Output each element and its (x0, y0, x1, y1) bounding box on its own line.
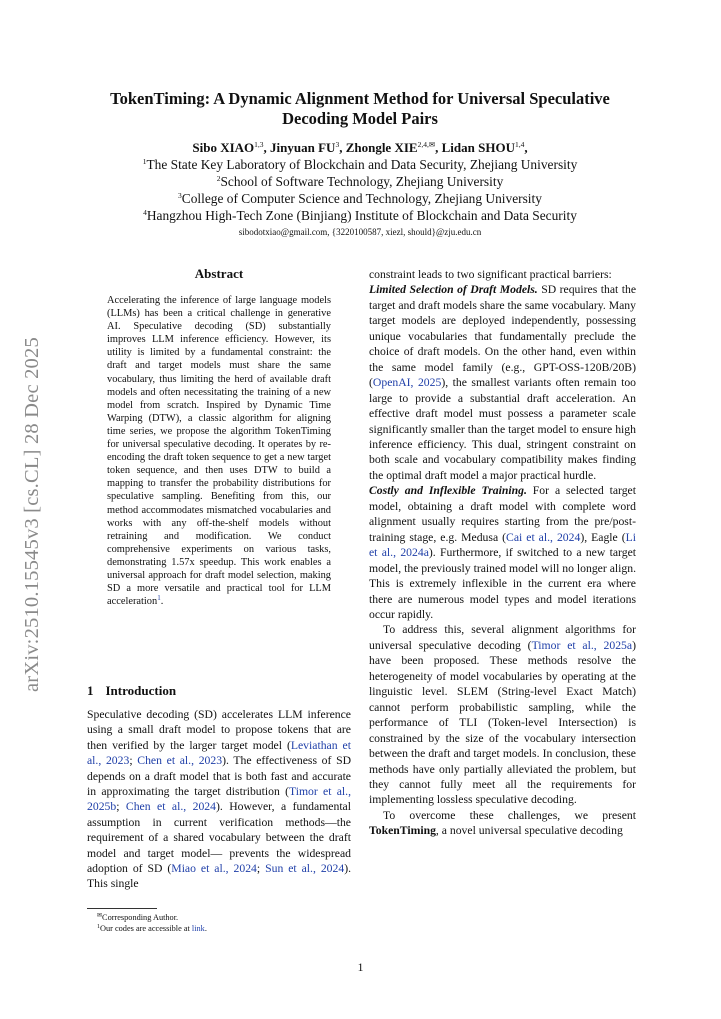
body-text: ) have been proposed. These methods resolve the heterogeneity of model vocabularies by operating at the linguistic level. SLEM (String-level Exact Match) cannot perform probabilistic sampling, while the performance of TLI (Token-level Intersection) is constrained by the size of the vocabulary intersection between the draft and target models. In conclusion, these methods have only partially alleviated the problem, but they cannot fully meet all the requirements for implementing lossless speculative decoding. (369, 638, 636, 807)
footnote-corresponding (97, 912, 347, 923)
footnote-text: Corresponding Author. (102, 913, 179, 922)
author-separator: , (339, 140, 346, 155)
footnote-mark: ✉ (97, 913, 103, 919)
paragraph-costly-training (369, 483, 636, 622)
author-affiliation-mark: 2,4,✉ (417, 140, 436, 149)
citation-link[interactable]: Miao et al., 2024 (171, 862, 257, 876)
section-heading-introduction (87, 683, 176, 699)
author-separator: , (524, 140, 528, 155)
body-text: Speculative decoding (SD) accelerates LLM inference using a small draft model to propose tokens that are then verified by the larger target model ( (87, 708, 351, 752)
affiliation-text: College of Computer Science and Technology, Zhejiang University (181, 191, 542, 206)
affiliation-mark: 4 (143, 208, 147, 217)
citation-link[interactable]: Li et al., 2024a (369, 530, 637, 560)
paragraph-tokentiming (369, 808, 636, 839)
author-separator: , (263, 140, 271, 155)
affiliation (80, 173, 640, 190)
body-text: , a novel universal speculative decoding (435, 824, 623, 838)
body-text: SD requires that the target and draft models share the same vocabulary. Many target models are deployed independently, possessing unique vocabularies that fundamentally preclude the choice of draft models. On the other hand, even within the same model family (e.g., GPT-OSS-120B/20B) ( (369, 283, 637, 390)
footnote-code: $^1$Our codes are accessible at link. (97, 924, 207, 934)
footnote-text: Our codes are accessible at (100, 924, 192, 934)
abstract-body: Accelerating the inference of large language models (LLMs) has been a critical challenge in generative AI. Speculative decoding (SD) substantially improves LLM inference efficiency. However, its utility is limited by a fundamental constraint: the draft and target models must share the same vocabulary, thus limiting the herd of available draft models and often necessitating the training of a new model from scratch. Inspired by Dynamic Time Warping (DTW), a classic algorithm for aligning time series, we propose the algorithm TokenTiming for universal speculative decoding. It operates by re-encoding the draft token sequence to get a new target token sequence, and then uses DTW to build a mapping to transfer the probability distributions for speculative sampling. Benefiting from this, our method accommodates mismatched vocabularies and works with any off-the-shelf models without retraining and modification. We conduct comprehensive experiments on various tasks, demonstrating 1.57x speedup. This work enables a universal approach for draft model selection, making SD a more versatile and practical tool for LLM acceleration$^1$. (107, 295, 331, 608)
affiliation-mark: 3 (178, 191, 182, 200)
citation-link[interactable]: Timor et al., 2025a (531, 638, 633, 652)
body-text: ), Eagle ( (580, 530, 626, 544)
method-name: TokenTiming (369, 824, 436, 838)
paragraph (369, 267, 636, 282)
section-title: Introduction (105, 683, 177, 698)
body-text: ). Furthermore, if switched to a new target model, the previously trained model will no longer align. This is extremely inflexible in the current era where there are numerous model types and model iterations occur rapidly. (369, 546, 637, 621)
affiliation (80, 156, 640, 173)
footnote-divider (87, 908, 157, 909)
footnotes (97, 912, 347, 935)
affiliation (80, 190, 640, 207)
paper-title (80, 89, 640, 129)
page-number: 1 (357, 960, 364, 974)
code-link[interactable]: link (191, 924, 205, 934)
body-text: For a selected target model, obtaining a draft model with complete word alignment usually requires starting from the pre/post-training stage, e.g. Medusa ( (369, 484, 636, 544)
affiliation (80, 207, 640, 224)
body-text: ). The effectiveness of SD depends on a draft model that is both fast and accurate in approximating the target distribution ( (87, 754, 352, 799)
author: Jinyuan FU (270, 140, 336, 155)
paragraph-limited-selection (369, 282, 636, 483)
author-affiliation-mark: 3 (335, 140, 340, 149)
right-column (369, 267, 636, 839)
affiliation-mark: 1 (142, 157, 147, 166)
body-text: ), the smallest variants often remain too large to provide a substantial draft acceleration. An effective draft model must possess a parameter scale significantly smaller than the target model to ensure high inference efficiency. This dual, stringent constraint on both scale and vocabulary compatibility makes finding the optimal draft model a major practical hurdle. (369, 376, 637, 482)
affiliation-text: Hangzhou High-Tech Zone (Binjiang) Institute of Blockchain and Data Security (146, 208, 577, 223)
citation-link[interactable]: Chen et al., 2023 (137, 754, 223, 768)
run-in-heading: Limited Selection of Draft Models. (369, 283, 538, 297)
author-emails: sibodotxiao@gmail.com, {3220100587, xiezl, should}@zju.edu.cn (238, 227, 482, 237)
author-affiliation-mark: 1,4 (514, 140, 525, 149)
abstract-footnote-mark[interactable]: 1 (157, 594, 161, 603)
affiliation-text: School of Software Technology, Zhejiang University (220, 174, 504, 189)
author-affiliation-mark: 1,3 (254, 140, 264, 149)
footnote-mark: 1 (97, 924, 100, 931)
abstract-heading: Abstract (194, 266, 244, 281)
introduction-paragraph (87, 707, 351, 892)
affiliation-text: The State Key Laboratory of Blockchain and Data Security, Zhejiang University (146, 157, 578, 172)
body-text: To address this, several alignment algorithms for universal speculative decoding ( (369, 623, 636, 652)
arxiv-identifier-stamp: arXiv:2510.15545v3 [cs.CL] 28 Dec 2025 (21, 337, 43, 692)
paper-title-line-1: TokenTiming: A Dynamic Alignment Method for Universal Speculative (110, 89, 610, 108)
author: Sibo XIAO (192, 140, 255, 155)
paper-title-line-2: Decoding Model Pairs (282, 109, 438, 128)
section-number: 1 (87, 683, 94, 698)
author-block (80, 139, 640, 239)
author-separator: , (435, 140, 442, 155)
body-text: ). This single (87, 862, 352, 891)
body-text: ; (116, 800, 126, 814)
body-text: To overcome these challenges, we present (383, 808, 636, 822)
citation-link[interactable]: OpenAI, 2025 (372, 376, 442, 390)
author: Lidan SHOU (441, 140, 515, 155)
citation-link[interactable]: Chen et al., 2024 (125, 800, 216, 814)
body-text: ; (256, 862, 266, 876)
author: Zhongle XIE (345, 140, 418, 155)
paragraph-alignment-algorithms (369, 622, 636, 807)
affiliation-mark: 2 (216, 174, 221, 183)
body-text: constraint leads to two significant practical barriers: (369, 268, 612, 281)
body-text: ; (129, 754, 138, 768)
citation-link[interactable]: Cai et al., 2024 (506, 530, 581, 544)
body-text: ). However, a fundamental assumption in current verification methods—the requirement of a shared vocabulary between the draft model and target model— prevents the widespread adoption of SD ( (87, 800, 351, 876)
abstract-text: Accelerating the inference of large language models (LLMs) has been a critical challenge in generative AI. Speculative decoding (SD) substantially improves LLM inference efficiency. However, its utility is limited by a fundamental constraint: the draft and target models must share the same vocabulary, thus limiting the herd of available draft models and often necessitating the training of a new model from scratch. Inspired by Dynamic Time Warping (DTW), a classic algorithm for aligning time series, we propose the algorithm TokenTiming for universal speculative decoding. It operates by re-encoding the draft token sequence to get a new target token sequence, and then uses DTW to build a mapping to transfer the probability distributions for speculative sampling. Benefiting from this, our method accommodates mismatched vocabularies and works with any off-the-shelf models without retraining and modification. We conduct comprehensive experiments on various tasks, demonstrating 1.57x speedup. This work enables a universal approach for draft model selection, making SD a more versatile and practical tool for LLM acceleration (107, 295, 331, 608)
citation-link[interactable]: Leviathan et al., 2023 (87, 738, 351, 768)
citation-link[interactable]: Sun et al., 2024 (265, 862, 345, 876)
citation-link[interactable]: Timor et al., 2025b (87, 785, 352, 814)
run-in-heading: Costly and Inflexible Training. (369, 484, 527, 498)
author-list (80, 139, 640, 156)
